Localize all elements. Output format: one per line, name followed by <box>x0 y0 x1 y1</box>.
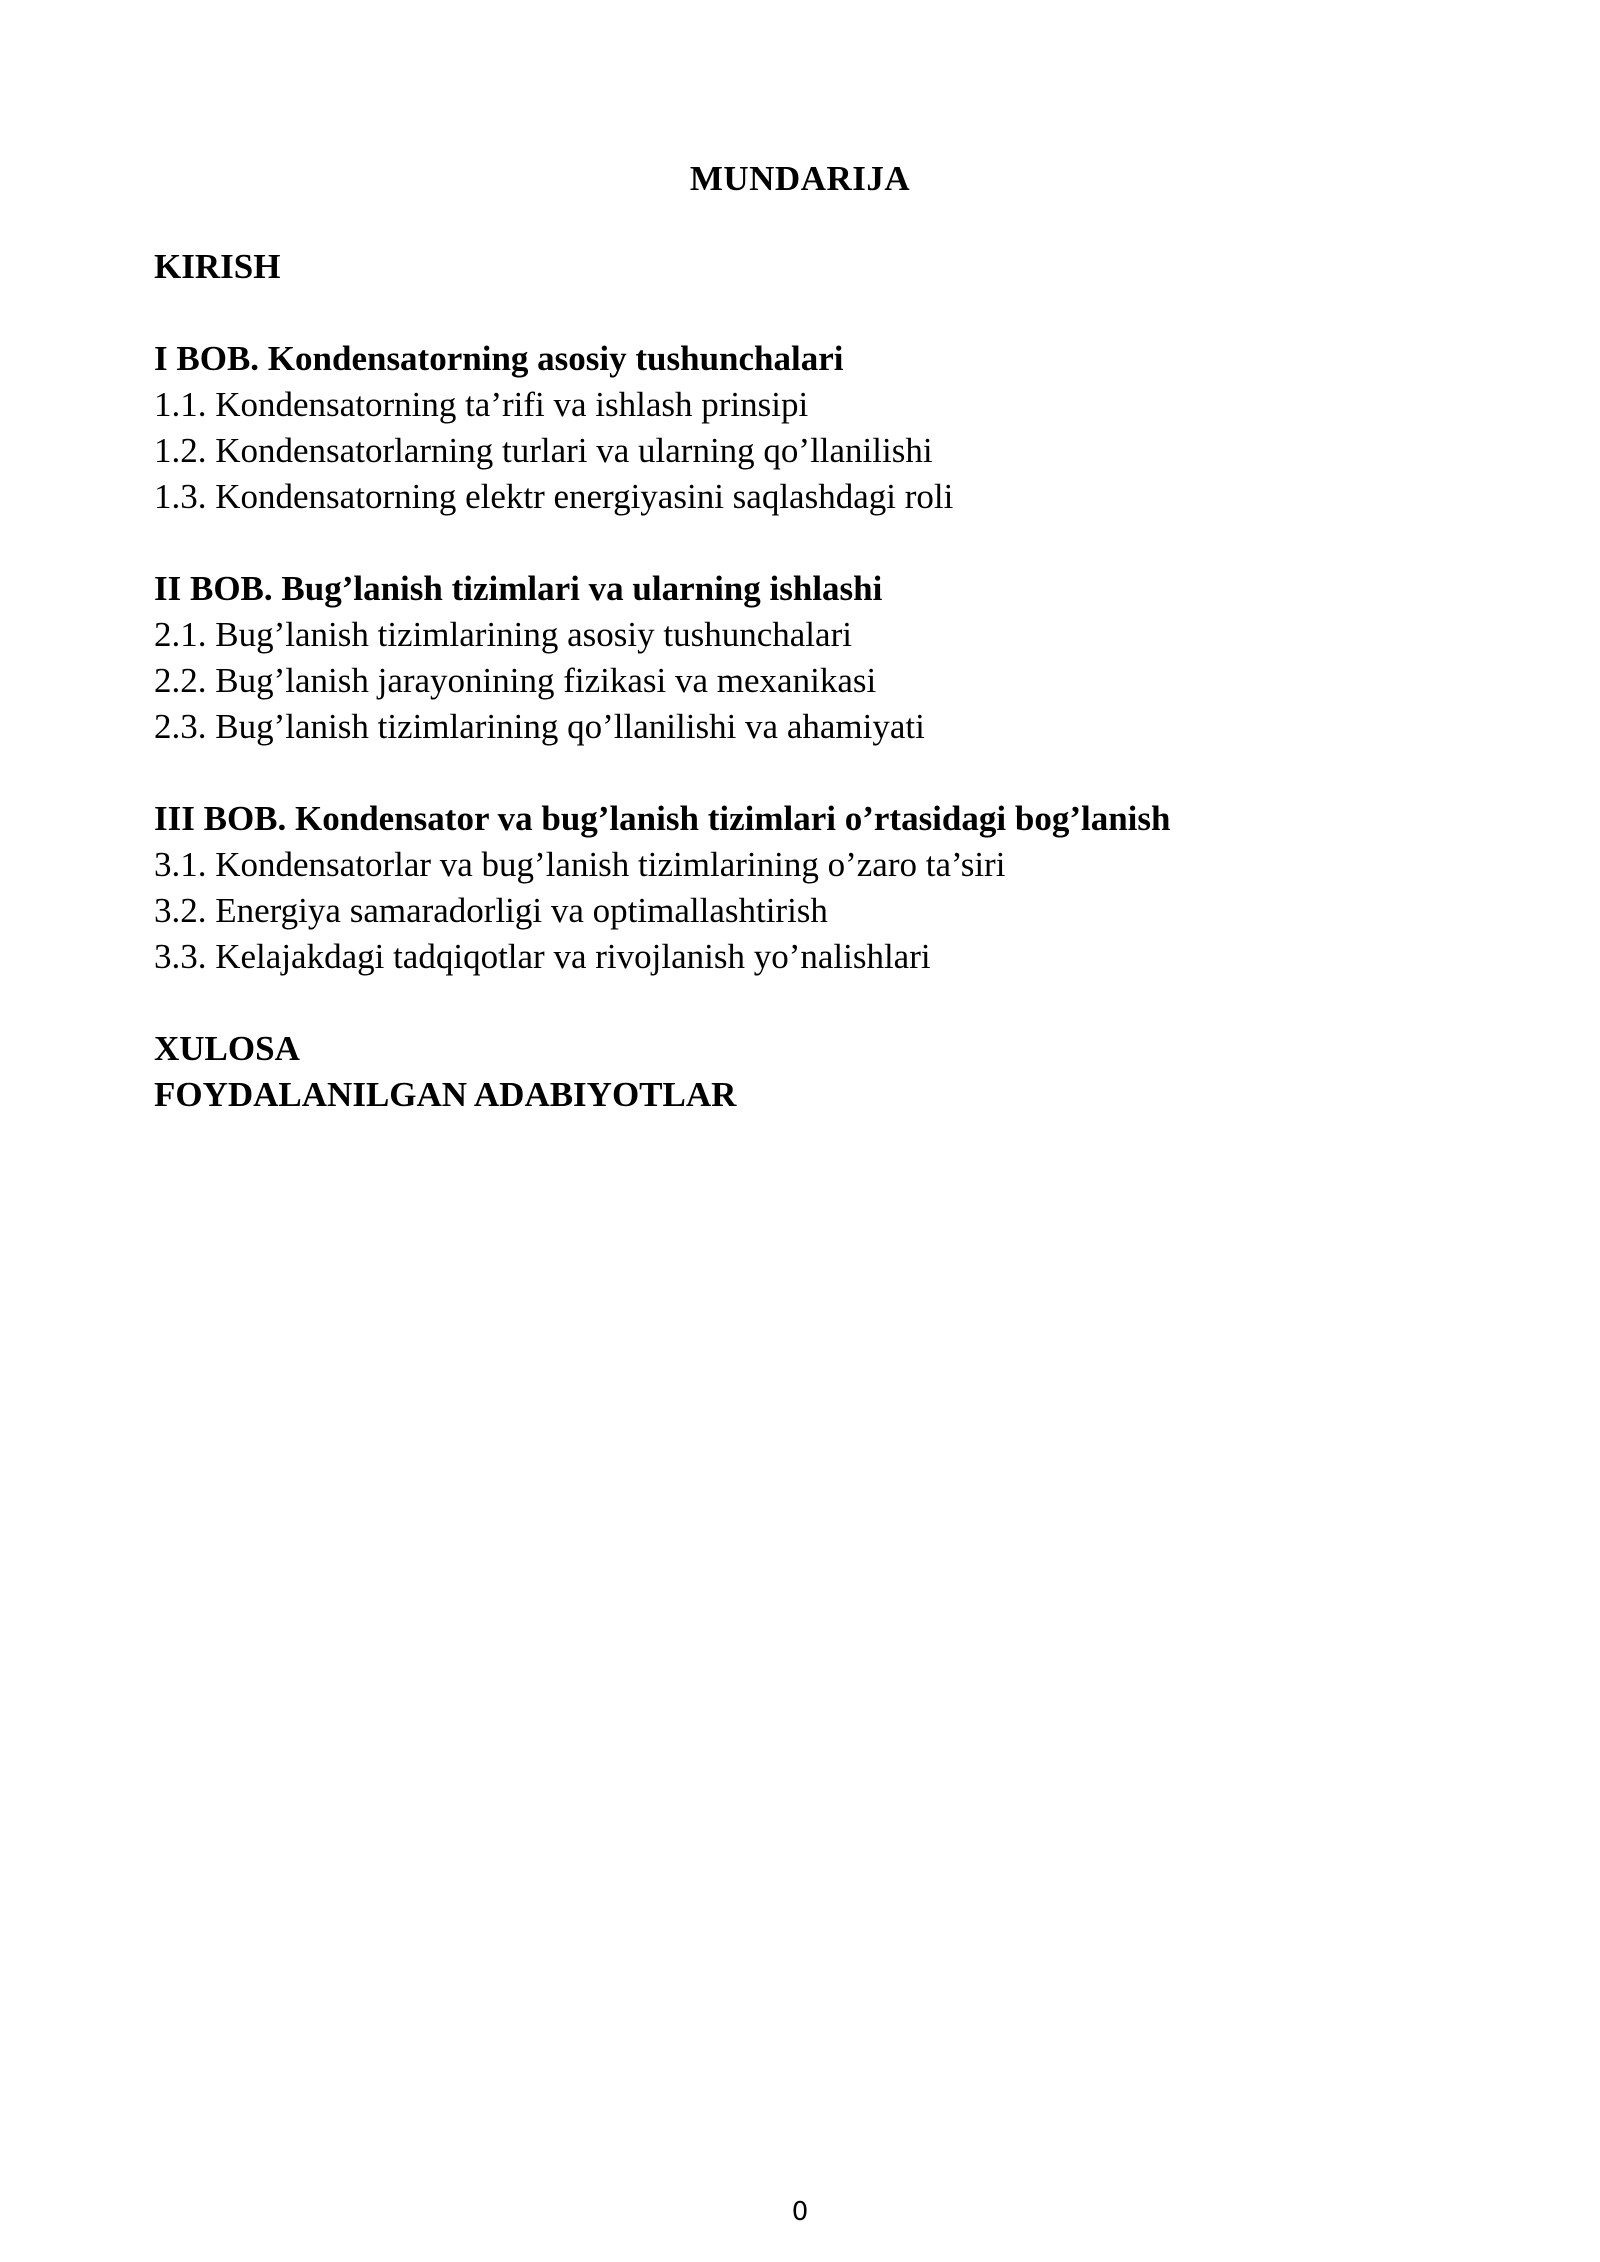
toc-conclusion: XULOSA <box>154 1029 300 1068</box>
toc-item-3-2: 3.2. Energiya samaradorligi va optimallashtirish <box>154 891 828 930</box>
spacer <box>154 520 1454 566</box>
toc-item-1-3: 1.3. Kondensatorning elektr energiyasini saqlashdagi roli <box>154 477 954 516</box>
toc-references: FOYDALANILGAN ADABIYOTLAR <box>154 1075 737 1114</box>
toc-intro: KIRISH <box>154 247 281 286</box>
toc-item-2-2: 2.2. Bug’lanish jarayonining fizikasi va mexanikasi <box>154 661 877 700</box>
toc-item-2-3: 2.3. Bug’lanish tizimlarining qo’llanilishi va ahamiyati <box>154 707 925 746</box>
toc-item-1-1: 1.1. Kondensatorning ta’rifi va ishlash prinsipi <box>154 385 809 424</box>
chapter-2-heading: II BOB. Bug’lanish tizimlari va ularning ishlashi <box>154 569 883 608</box>
spacer <box>154 750 1454 796</box>
page-title: MUNDARIJA <box>689 159 911 198</box>
table-of-contents <box>154 244 1454 1118</box>
toc-item-2-1: 2.1. Bug’lanish tizimlarining asosiy tushunchalari <box>154 615 852 654</box>
toc-item-3-1: 3.1. Kondensatorlar va bug’lanish tizimlarining o’zaro ta’siri <box>154 845 1006 884</box>
toc-item-1-2: 1.2. Kondensatorlarning turlari va ularning qo’llanilishi <box>154 431 933 470</box>
spacer <box>154 290 1454 336</box>
toc-item-3-3: 3.3. Kelajakdagi tadqiqotlar va rivojlanish yo’nalishlari <box>154 937 931 976</box>
chapter-3-heading: III BOB. Kondensator va bug’lanish tizimlari o’rtasidagi bog’lanish <box>154 799 1171 838</box>
spacer <box>154 980 1454 1026</box>
page-number: 0 <box>791 2197 809 2227</box>
chapter-1-heading: I BOB. Kondensatorning asosiy tushunchalari <box>154 339 844 378</box>
